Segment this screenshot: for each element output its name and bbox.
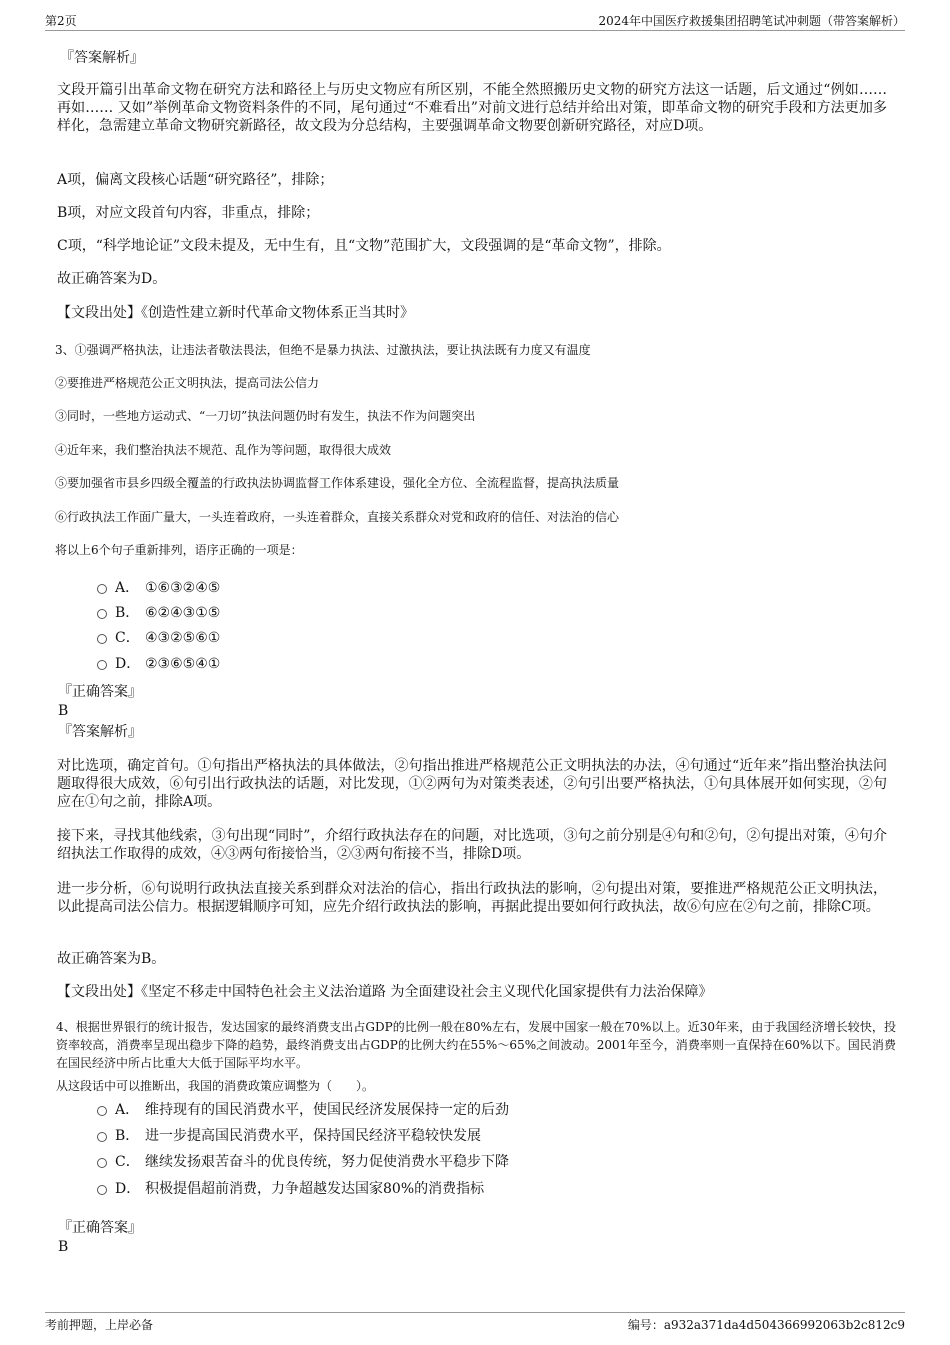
page-footer [45, 1312, 905, 1336]
q4-option-d[interactable] [97, 1180, 597, 1198]
option-text: 进一步提高国民消费水平，保持国民经济平稳较快发展 [145, 1128, 481, 1144]
q3-sentence-5: ⑤要加强省市县乡四级全覆盖的行政执法协调监督工作体系建设，强化全方位、全流程监督，提高执法质量 [55, 476, 620, 490]
document-id: 编号：a932a371da4d504366992063b2c812c9 [627, 1318, 905, 1332]
option-label: C． [115, 630, 140, 646]
q3-option-c[interactable] [97, 629, 297, 647]
q2-source: 【文段出处】《创造性建立新时代革命文物体系正当其时》 [57, 305, 414, 321]
option-text: ⑥②④③①⑤ [145, 605, 221, 621]
option-label: D． [115, 656, 141, 672]
q3-stem: 将以上6个句子重新排列，语序正确的一项是： [55, 543, 303, 557]
q2-option-c-note: C项，“科学地论证”文段未提及，无中生有，且“文物”范围扩大，文段强调的是“革命文物”，排除。 [57, 238, 671, 254]
q2-option-a-note: A项，偏离文段核心话题“研究路径”，排除； [57, 172, 334, 188]
option-text: 继续发扬艰苦奋斗的优良传统，努力促使消费水平稳步下降 [145, 1154, 509, 1170]
q3-analysis-paragraph-1: 对比选项，确定首句。①句指出严格执法的具体做法，②句指出推进严格规范公正文明执法的办法，④句通过“近年来”指出整治执法问题取得很大成效，⑥句引出行政执法的话题，对比发现，①②两句为对策类表述，②句引出要严格执法，①句具体展开如何实现，②句应在①句之前，排除A项。 [57, 758, 887, 810]
q4-option-c[interactable] [97, 1153, 597, 1171]
option-text: 积极提倡超前消费，力争超越发达国家80%的消费指标 [145, 1181, 485, 1197]
q2-analysis-paragraph: 文段开篇引出革命文物在研究方法和路径上与历史文物应有所区别，不能全然照搬历史文物的研究方法这一话题，后文通过“例如……再如…… 又如”举例革命文物资料条件的不同，尾句通过“不难看出”对前文进行总结并给出对策，即革命文物的研究手段和方法更加多样化，急需建立革命文物研究新路径，故文段为分总结构，主要强调革命文物要创新研究路径，对应D项。 [57, 82, 887, 134]
q2-conclusion: 故正确答案为D。 [57, 271, 167, 287]
option-label: A． [115, 580, 140, 596]
q3-sentence-3: ③同时，一些地方运动式、“一刀切”执法问题仍时有发生，执法不作为问题突出 [55, 409, 476, 423]
radio-icon[interactable] [97, 660, 107, 670]
q4-answer: B [58, 1239, 69, 1255]
q3-sentence-4: ④近年来，我们整治执法不规范、乱作为等问题，取得很大成效 [55, 443, 392, 457]
q3-answer-title: 『正确答案』 [58, 684, 142, 700]
radio-icon[interactable] [97, 1132, 107, 1142]
option-label: A． [115, 1102, 140, 1118]
q2-option-b-note: B项，对应文段首句内容，非重点，排除； [57, 205, 320, 221]
option-label: B． [115, 1128, 140, 1144]
q3-option-b[interactable] [97, 604, 297, 622]
q3-answer: B [58, 703, 69, 719]
radio-icon[interactable] [97, 609, 107, 619]
q3-analysis-paragraph-2: 接下来，寻找其他线索，③句出现“同时”，介绍行政执法存在的问题，对比选项，③句之前分别是④句和②句，②句提出对策，④句介绍执法工作取得的成效，④③两句衔接恰当，②③两句衔接不当，排除D项。 [57, 828, 887, 862]
q3-sentence-2: ②要推进严格规范公正文明执法，提高司法公信力 [55, 376, 320, 390]
q3-conclusion: 故正确答案为B。 [57, 951, 166, 967]
option-label: C． [115, 1154, 140, 1170]
q3-option-a[interactable] [97, 579, 297, 597]
q4-option-a[interactable] [97, 1101, 597, 1119]
q2-analysis-title: 『答案解析』 [60, 50, 144, 66]
document-title: 2024年中国医疗救援集团招聘笔试冲刺题（带答案解析） [598, 14, 905, 28]
q3-analysis-paragraph-3: 进一步分析，⑥句说明行政执法直接关系到群众对法治的信心，指出行政执法的影响，②句提出对策，要推进严格规范公正文明执法，以此提高司法公信力。根据逻辑顺序可知，应先介绍行政执法的影响，再据此提出要如何行政执法，故⑥句应在②句之前，排除C项。 [57, 881, 887, 915]
page-header [45, 12, 905, 31]
q4-question: 4、根据世界银行的统计报告，发达国家的最终消费支出占GDP的比例一般在80%左右，发展中国家一般在70%以上。近30年来，由于我国经济增长较快，投资率较高，消费率呈现出稳步下降的趋势，最终消费支出占GDP的比例大约在55%～65%之间波动。2001年至今，消费率则一直保持在60%以下。国民消费在国民经济中所占比重大大低于国际平均水平。 [56, 1020, 896, 1070]
page-number: 第2页 [45, 14, 77, 28]
q3-option-d[interactable] [97, 655, 297, 673]
q4-stem: 从这段话中可以推断出，我国的消费政策应调整为（ ）。 [56, 1079, 375, 1093]
option-text: ④③②⑤⑥① [145, 630, 221, 646]
radio-icon[interactable] [97, 584, 107, 594]
radio-icon[interactable] [97, 1106, 107, 1116]
option-label: B． [115, 605, 140, 621]
option-label: D． [115, 1181, 141, 1197]
footer-slogan: 考前押题，上岸必备 [45, 1318, 154, 1332]
radio-icon[interactable] [97, 1158, 107, 1168]
q3-analysis-title: 『答案解析』 [58, 724, 142, 740]
radio-icon[interactable] [97, 634, 107, 644]
q3-source: 【文段出处】《坚定不移走中国特色社会主义法治道路 为全面建设社会主义现代化国家提供有力法治保障》 [57, 984, 713, 1000]
option-text: 维持现有的国民消费水平，使国民经济发展保持一定的后劲 [145, 1102, 509, 1118]
q4-option-b[interactable] [97, 1127, 597, 1145]
q3-sentence-6: ⑥行政执法工作面广量大，一头连着政府，一头连着群众，直接关系群众对党和政府的信任、对法治的信心 [55, 510, 620, 524]
q3-sentence-1: 3、①强调严格执法，让违法者敬法畏法，但绝不是暴力执法、过激执法，要让执法既有力度又有温度 [55, 343, 591, 357]
option-text: ②③⑥⑤④① [145, 656, 221, 672]
q4-answer-title: 『正确答案』 [58, 1220, 142, 1236]
radio-icon[interactable] [97, 1185, 107, 1195]
option-text: ①⑥③②④⑤ [145, 580, 221, 596]
